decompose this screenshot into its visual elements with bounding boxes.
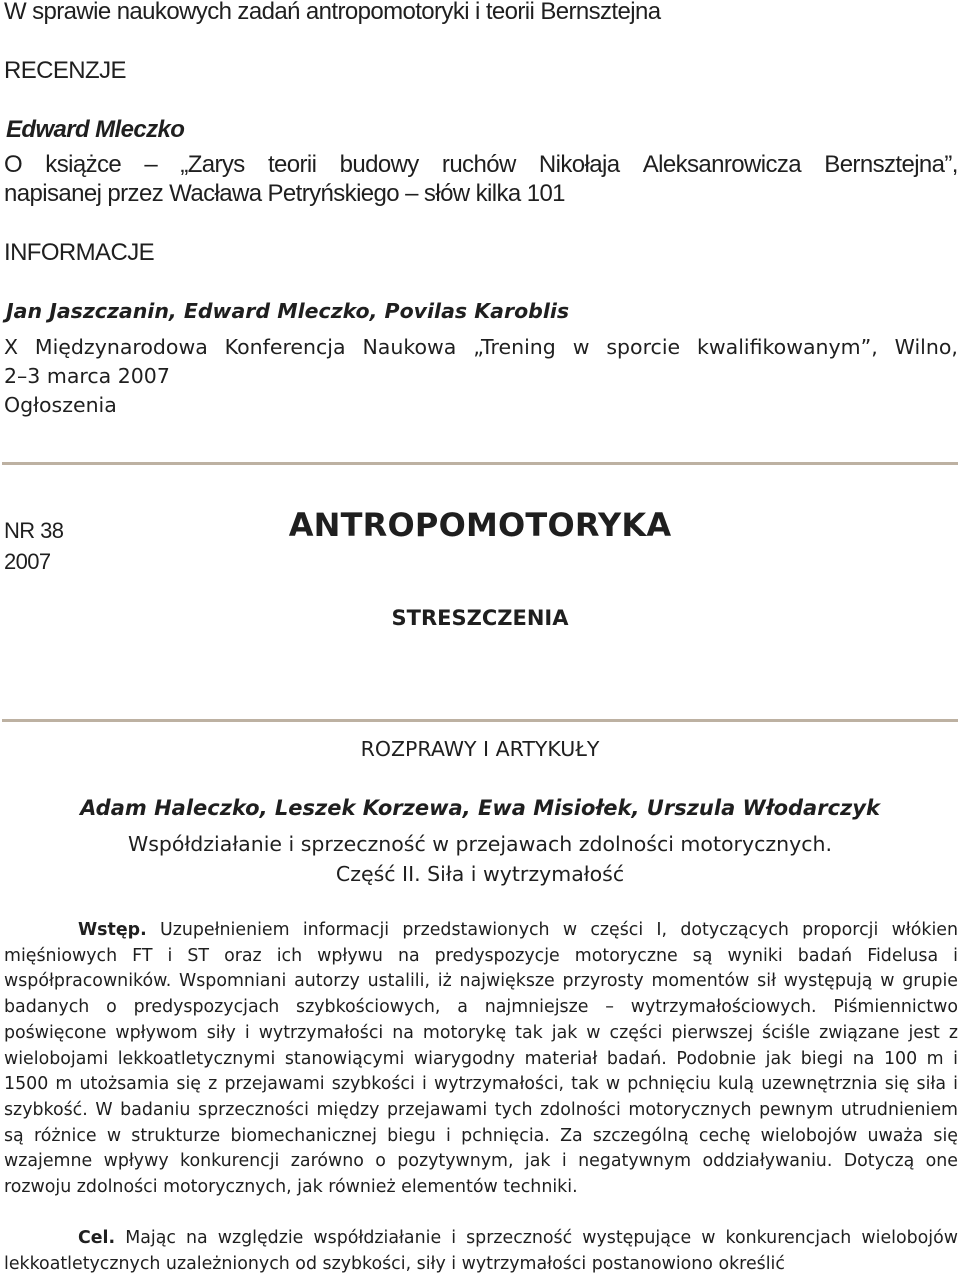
top-rule [2,462,958,465]
intro-text: Uzupełnieniem informacji przedstawionych w części I, dotyczących proporcji włókien mięśniowych FT i ST oraz ich wpływu na predyspozycje motoryczne są wyniki badań Fidelusa i współpracowników. Wspomniani autorzy ustalili, iż największe przyrosty momentów sił występują w grupie badanych o predyspozycjach szybkościowych, a najmniejsze – wytrzymałościowych. Piśmiennictwo poświęcone wpływom siły i wytrzymałości na motorykę tak jak w części pierwszej ściśle związane jest z wielobojami lekkoatletycznymi stanowiącymi wiarygodny materiał badań. Podobnie jak biegi na 100 m i 1500 m utożsamia się z przejawami szybkości i wytrzymałości, tak w pchnięciu kulą uzewnętrznia się siła i szybkość. W badaniu sprzeczności między przejawami tych zdolności motorycznych pewnym utrudnieniem są różnice w strukturze biomechanicznej biegu i pchnięcia. Za szczególną cechę wielobojów uważa się wzajemne wpływy konkurencji zarówno o pozytywnym, jak i negatywnym oddziaływaniu. Dotyczą one rozwoju zdolności motorycznych, jak również elementów techniki. [4,920,958,1198]
info-authors: Jan Jaszczanin, Edward Mleczko, Povilas Karoblis [6,299,570,323]
ads-heading: Ogłoszenia [4,393,117,417]
review-author: Edward Mleczko [6,116,185,143]
article-title-line-2: Część II. Siła i wytrzymałość [335,862,625,886]
section-heading-recenzje: RECENZJE [4,57,126,84]
running-title: W sprawie naukowych zadań antropomotoryki i teorii Bernsztejna [4,0,661,25]
issue-year: 2007 [4,549,51,574]
issue-number: NR 38 [4,518,64,543]
goal-text: Mając na względzie współdziałanie i sprzeczność występujące w konkurencjach wielobojów lekkoatletycznych uzależnionych od szybkości, siły i wytrzymałości postanowiono określić [4,1228,958,1274]
intro-label: Wstęp. [78,920,147,940]
middle-rule [2,719,958,722]
info-title-line-1: X Międzynarodowa Konferencja Naukowa „Trening w sporcie kwalifikowanym”, Wilno, [4,335,958,359]
article-title-line-1: Współdziałanie i sprzeczność w przejawach zdolności motorycznych. [127,832,833,856]
review-title-line-1: O książce – „Zarys teorii budowy ruchów Nikołaja Aleksanrowicza Bernsztejna”, [4,151,958,178]
article-goal-paragraph [4,1226,958,1277]
masthead-section: STRESZCZENIA [391,606,569,630]
article-section: ROZPRAWY I ARTYKUŁY [360,737,600,761]
article-authors: Adam Haleczko, Leszek Korzewa, Ewa Misiołek, Urszula Włodarczyk [80,796,880,820]
info-title-line-2: 2–3 marca 2007 [4,364,170,388]
journal-title: ANTROPOMOTORYKA [288,506,672,544]
review-title-line-2: napisanej przez Wacława Petryńskiego – słów kilka 101 [4,180,565,207]
section-heading-informacje: INFORMACJE [4,239,155,266]
article-intro-paragraph [4,918,958,1201]
goal-label: Cel. [78,1228,116,1248]
